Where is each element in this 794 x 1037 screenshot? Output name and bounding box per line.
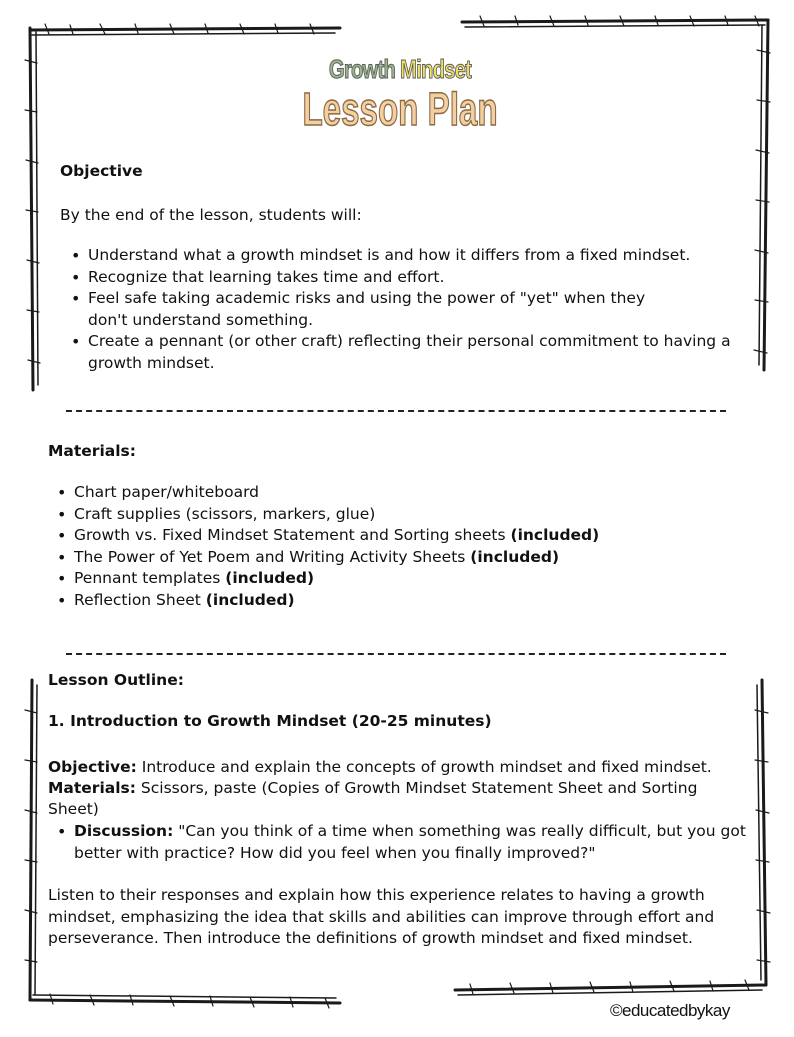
included-tag: (included): [225, 569, 315, 587]
included-tag: (included): [510, 526, 600, 544]
section-divider: [66, 410, 726, 412]
discussion-label: Discussion:: [74, 822, 174, 840]
list-item: • Recognize that learning takes time and effort.: [62, 267, 752, 289]
item-text: Reflection Sheet: [74, 590, 206, 609]
list-item: [48, 821, 748, 864]
title-word-growth: Growth: [328, 54, 396, 84]
objective-heading: Objective: [60, 162, 143, 180]
objective-text: Introduce and explain the concepts of growth mindset and fixed mindset.: [136, 758, 712, 776]
title-line-1: [283, 52, 517, 86]
materials-label: Materials:: [48, 779, 136, 797]
section-divider: [66, 653, 726, 655]
included-tag: (included): [205, 590, 295, 609]
materials-heading: Materials:: [48, 442, 136, 460]
title-line-2: Lesson Plan: [302, 83, 498, 135]
list-item: • Feel safe taking academic risks and using the power of "yet" when they don't understand something.: [62, 288, 682, 331]
item-text: Chart paper/whiteboard: [74, 483, 260, 501]
objective-list: [62, 245, 752, 374]
item-text: Craft supplies (scissors, markers, glue): [74, 504, 376, 523]
list-item: • Understand what a growth mindset is and how it differs from a fixed mindset.: [62, 245, 752, 267]
included-tag: (included): [470, 547, 560, 566]
list-item: [48, 525, 748, 547]
item-text: Pennant templates: [74, 569, 226, 587]
discussion-list: [48, 821, 748, 864]
list-item: [48, 568, 748, 590]
materials-text: Scissors, paste (Copies of Growth Mindset Statement Sheet and Sorting Sheet): [48, 779, 698, 818]
outline-paragraph: Listen to their responses and explain how this experience relates to having a growth mindset, emphasizing the idea that skills and abilities can improve through effort and perseverance. Then introduce the definitions of growth mindset and fixed mindset.: [48, 886, 715, 947]
objective-label: Objective:: [48, 758, 137, 776]
list-item: [48, 590, 748, 612]
outline-materials: [48, 778, 738, 820]
title-word-mindset: Mindset: [400, 54, 472, 84]
outline-objective: [48, 757, 748, 778]
list-item: • Create a pennant (or other craft) reflecting their personal commitment to having a growth mindset.: [62, 331, 742, 374]
item-text: The Power of Yet Poem and Writing Activity Sheets: [74, 547, 471, 566]
copyright-text: ©educatedbykay: [610, 1001, 730, 1020]
list-item: [48, 547, 748, 569]
list-item: [48, 504, 748, 526]
item-text: Growth vs. Fixed Mindset Statement and Sorting sheets: [74, 526, 511, 544]
outline-section-title: 1. Introduction to Growth Mindset (20-25 minutes): [48, 712, 492, 730]
list-item: [48, 482, 748, 504]
discussion-text: "Can you think of a time when something was really difficult, but you got better with practice? How did you feel when you finally improved?": [74, 822, 746, 862]
objective-intro: By the end of the lesson, students will:: [60, 206, 362, 224]
outline-heading: Lesson Outline:: [48, 671, 184, 689]
title-block: [250, 52, 550, 134]
materials-list: [48, 482, 748, 611]
